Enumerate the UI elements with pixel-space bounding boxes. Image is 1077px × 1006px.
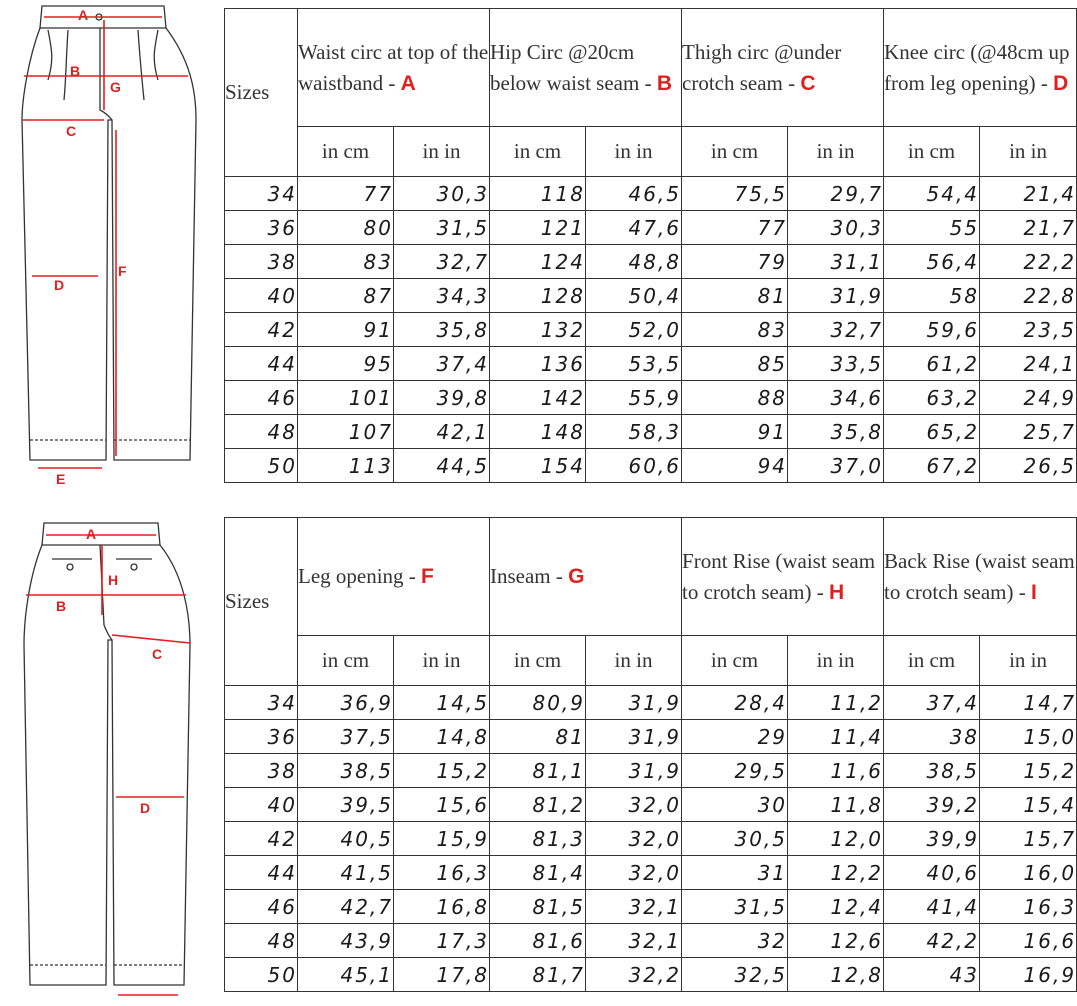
measurement-cell: 15,9 xyxy=(394,822,490,856)
size-cell: 40 xyxy=(225,788,298,822)
unit-header: in in xyxy=(980,636,1077,686)
measurement-cell: 16,0 xyxy=(980,856,1077,890)
measurement-cell: 42,7 xyxy=(298,890,394,924)
size-cell: 40 xyxy=(225,279,298,313)
measurement-cell: 61,2 xyxy=(884,347,980,381)
front-trouser-drawing xyxy=(8,0,208,490)
measurement-cell: 56,4 xyxy=(884,245,980,279)
hip-circ-header xyxy=(490,9,682,127)
measurement-cell: 55 xyxy=(884,211,980,245)
measurement-cell: 32,7 xyxy=(788,313,884,347)
measurement-cell: 50,4 xyxy=(586,279,682,313)
size-cell: 48 xyxy=(225,415,298,449)
measurement-cell: 31 xyxy=(682,856,788,890)
size-table-circumferences xyxy=(224,8,1077,483)
front-rise-header xyxy=(682,518,884,636)
table-row xyxy=(225,686,1077,720)
measurement-cell: 63,2 xyxy=(884,381,980,415)
measurement-cell: 30,5 xyxy=(682,822,788,856)
measurement-cell: 142 xyxy=(490,381,586,415)
hip-circ-label: Hip Circ @20cm below waist seam - xyxy=(490,39,657,95)
measurement-cell: 22,8 xyxy=(980,279,1077,313)
sketch-label-b-back: B xyxy=(56,598,67,614)
table-row xyxy=(225,890,1077,924)
measurement-cell: 55,9 xyxy=(586,381,682,415)
measurement-cell: 113 xyxy=(298,449,394,483)
measurement-cell: 42,1 xyxy=(394,415,490,449)
unit-header: in in xyxy=(394,636,490,686)
table-row xyxy=(225,958,1077,992)
inseam-label: Inseam - xyxy=(490,564,569,588)
measurement-cell: 94 xyxy=(682,449,788,483)
waist-circ-code: A xyxy=(400,71,416,95)
measurement-cell: 39,2 xyxy=(884,788,980,822)
measurement-cell: 154 xyxy=(490,449,586,483)
measurement-cell: 16,6 xyxy=(980,924,1077,958)
unit-header: in in xyxy=(394,127,490,177)
measurement-cell: 16,8 xyxy=(394,890,490,924)
measurement-cell: 30,3 xyxy=(394,177,490,211)
measurement-cell: 85 xyxy=(682,347,788,381)
measurement-cell: 24,9 xyxy=(980,381,1077,415)
table-row xyxy=(225,279,1077,313)
back-trouser-drawing xyxy=(8,515,208,1006)
measurement-cell: 29,5 xyxy=(682,754,788,788)
back-rise-header xyxy=(884,518,1077,636)
measurement-cell: 91 xyxy=(298,313,394,347)
sketch-label-a-back: A xyxy=(86,526,97,542)
measurement-cell: 35,8 xyxy=(394,313,490,347)
measurement-cell: 40,6 xyxy=(884,856,980,890)
size-cell: 46 xyxy=(225,381,298,415)
table-row xyxy=(225,177,1077,211)
measurement-cell: 32,5 xyxy=(682,958,788,992)
size-cell: 38 xyxy=(225,245,298,279)
measurement-cell: 14,8 xyxy=(394,720,490,754)
table-row xyxy=(225,211,1077,245)
sizes-header: Sizes xyxy=(225,9,298,177)
measurement-cell: 101 xyxy=(298,381,394,415)
measurement-cell: 47,6 xyxy=(586,211,682,245)
measurement-cell: 23,5 xyxy=(980,313,1077,347)
front-rise-label: Front Rise (waist seam to crotch seam) - xyxy=(682,548,876,604)
measurement-cell: 25,7 xyxy=(980,415,1077,449)
measurement-cell: 32,0 xyxy=(586,788,682,822)
table-row xyxy=(225,924,1077,958)
measurement-cell: 136 xyxy=(490,347,586,381)
table-row xyxy=(225,313,1077,347)
measurement-cell: 22,2 xyxy=(980,245,1077,279)
sketch-label-a-front: A xyxy=(78,7,89,23)
measurement-cell: 31,9 xyxy=(586,720,682,754)
table-row xyxy=(225,822,1077,856)
table-row xyxy=(225,347,1077,381)
measurement-cell: 34,3 xyxy=(394,279,490,313)
measurement-cell: 128 xyxy=(490,279,586,313)
measurement-cell: 81,2 xyxy=(490,788,586,822)
measurement-cell: 12,0 xyxy=(788,822,884,856)
measurement-cell: 58,3 xyxy=(586,415,682,449)
measurement-cell: 32,2 xyxy=(586,958,682,992)
measurement-cell: 46,5 xyxy=(586,177,682,211)
measurement-cell: 32,1 xyxy=(586,890,682,924)
measurement-cell: 52,0 xyxy=(586,313,682,347)
measurement-cell: 29 xyxy=(682,720,788,754)
measurement-cell: 29,7 xyxy=(788,177,884,211)
measurement-cell: 132 xyxy=(490,313,586,347)
measurement-cell: 88 xyxy=(682,381,788,415)
measurement-cell: 16,3 xyxy=(394,856,490,890)
measurement-cell: 15,2 xyxy=(980,754,1077,788)
measurement-cell: 16,3 xyxy=(980,890,1077,924)
measurement-cell: 14,7 xyxy=(980,686,1077,720)
measurement-cell: 107 xyxy=(298,415,394,449)
measurement-cell: 32,1 xyxy=(586,924,682,958)
unit-header: in cm xyxy=(682,636,788,686)
measurement-cell: 77 xyxy=(682,211,788,245)
measurement-cell: 148 xyxy=(490,415,586,449)
measurement-cell: 67,2 xyxy=(884,449,980,483)
measurement-cell: 95 xyxy=(298,347,394,381)
size-cell: 36 xyxy=(225,211,298,245)
waist-circ-label: Waist circ at top of the waistband - xyxy=(298,39,489,95)
measurement-cell: 41,5 xyxy=(298,856,394,890)
size-cell: 38 xyxy=(225,754,298,788)
measurement-cell: 118 xyxy=(490,177,586,211)
unit-header: in in xyxy=(586,636,682,686)
sketch-label-f-front: F xyxy=(118,263,127,279)
measurement-cell: 39,8 xyxy=(394,381,490,415)
leg-opening-header xyxy=(298,518,490,636)
size-cell: 50 xyxy=(225,958,298,992)
measurement-cell: 44,5 xyxy=(394,449,490,483)
thigh-circ-header xyxy=(682,9,884,127)
leg-opening-label: Leg opening - xyxy=(298,564,422,588)
front-rise-code: H xyxy=(828,580,845,604)
unit-header: in cm xyxy=(682,127,788,177)
size-cell: 50 xyxy=(225,449,298,483)
measurement-cell: 65,2 xyxy=(884,415,980,449)
table-row xyxy=(225,381,1077,415)
table-row xyxy=(225,720,1077,754)
table1-body xyxy=(225,177,1077,483)
sketch-label-d-back: D xyxy=(140,800,151,816)
measurement-cell: 11,6 xyxy=(788,754,884,788)
measurement-cell: 11,8 xyxy=(788,788,884,822)
measurement-cell: 12,6 xyxy=(788,924,884,958)
front-trouser-sketch xyxy=(8,0,208,490)
measurement-cell: 80,9 xyxy=(490,686,586,720)
table-row xyxy=(225,449,1077,483)
measurement-cell: 124 xyxy=(490,245,586,279)
table-row xyxy=(225,788,1077,822)
measurement-cell: 31,5 xyxy=(394,211,490,245)
measurement-cell: 83 xyxy=(298,245,394,279)
sketch-label-e-front: E xyxy=(56,471,66,487)
measurement-cell: 17,8 xyxy=(394,958,490,992)
unit-header: in cm xyxy=(884,127,980,177)
measurement-cell: 11,2 xyxy=(788,686,884,720)
measurement-cell: 24,1 xyxy=(980,347,1077,381)
unit-header: in cm xyxy=(884,636,980,686)
sketch-label-d-front: D xyxy=(54,277,65,293)
measurement-cell: 81 xyxy=(682,279,788,313)
table-row xyxy=(225,856,1077,890)
measurement-cell: 15,6 xyxy=(394,788,490,822)
sketch-label-h-back: H xyxy=(108,572,119,588)
size-cell: 36 xyxy=(225,720,298,754)
size-cell: 34 xyxy=(225,177,298,211)
measurement-cell: 37,4 xyxy=(394,347,490,381)
measurement-cell: 31,9 xyxy=(788,279,884,313)
measurement-cell: 31,9 xyxy=(586,754,682,788)
measurement-cell: 21,4 xyxy=(980,177,1077,211)
measurement-cell: 81,6 xyxy=(490,924,586,958)
unit-header: in cm xyxy=(298,636,394,686)
measurement-cell: 15,7 xyxy=(980,822,1077,856)
unit-header: in in xyxy=(788,127,884,177)
waist-circ-header xyxy=(298,9,490,127)
measurement-cell: 35,8 xyxy=(788,415,884,449)
measurement-cell: 58 xyxy=(884,279,980,313)
measurement-cell: 14,5 xyxy=(394,686,490,720)
unit-header: in cm xyxy=(298,127,394,177)
inseam-header xyxy=(490,518,682,636)
measurement-cell: 15,0 xyxy=(980,720,1077,754)
back-trouser-sketch xyxy=(8,515,208,1006)
measurement-cell: 31,1 xyxy=(788,245,884,279)
size-cell: 42 xyxy=(225,313,298,347)
unit-header: in in xyxy=(788,636,884,686)
measurement-cell: 36,9 xyxy=(298,686,394,720)
table-row xyxy=(225,754,1077,788)
measurement-cell: 81,3 xyxy=(490,822,586,856)
measurement-cell: 81,1 xyxy=(490,754,586,788)
measurement-cell: 12,8 xyxy=(788,958,884,992)
unit-header: in in xyxy=(586,127,682,177)
measurement-cell: 30,3 xyxy=(788,211,884,245)
measurement-cell: 26,5 xyxy=(980,449,1077,483)
measurement-cell: 81 xyxy=(490,720,586,754)
measurement-cell: 39,5 xyxy=(298,788,394,822)
leg-opening-code: F xyxy=(421,565,434,588)
size-cell: 44 xyxy=(225,347,298,381)
knee-circ-header xyxy=(884,9,1077,127)
measurement-cell: 54,4 xyxy=(884,177,980,211)
measurement-cell: 121 xyxy=(490,211,586,245)
measurement-cell: 87 xyxy=(298,279,394,313)
measurement-cell: 15,4 xyxy=(980,788,1077,822)
size-cell: 46 xyxy=(225,890,298,924)
table-row xyxy=(225,245,1077,279)
measurement-cell: 81,5 xyxy=(490,890,586,924)
measurement-cell: 15,2 xyxy=(394,754,490,788)
knee-circ-code: D xyxy=(1053,71,1069,95)
sketch-label-g-front: G xyxy=(110,79,121,95)
thigh-circ-label: Thigh circ @under crotch seam - xyxy=(682,39,842,95)
sizes-header: Sizes xyxy=(225,518,298,686)
size-cell: 48 xyxy=(225,924,298,958)
knee-circ-label: Knee circ (@48cm up from leg opening) - xyxy=(884,39,1070,95)
measurement-cell: 16,9 xyxy=(980,958,1077,992)
sketch-label-c-back: C xyxy=(152,646,163,662)
size-cell: 34 xyxy=(225,686,298,720)
measurement-cell: 75,5 xyxy=(682,177,788,211)
measurement-cell: 41,4 xyxy=(884,890,980,924)
measurement-cell: 32,0 xyxy=(586,856,682,890)
measurement-cell: 37,5 xyxy=(298,720,394,754)
measurement-cell: 28,4 xyxy=(682,686,788,720)
unit-header: in cm xyxy=(490,636,586,686)
measurement-cell: 30 xyxy=(682,788,788,822)
measurement-cell: 34,6 xyxy=(788,381,884,415)
sketch-label-b-front: B xyxy=(70,63,81,79)
measurement-cell: 11,4 xyxy=(788,720,884,754)
measurement-cell: 91 xyxy=(682,415,788,449)
measurement-cell: 12,4 xyxy=(788,890,884,924)
size-cell: 42 xyxy=(225,822,298,856)
hip-circ-code: B xyxy=(656,71,672,95)
measurement-cell: 77 xyxy=(298,177,394,211)
measurement-cell: 39,9 xyxy=(884,822,980,856)
size-cell: 44 xyxy=(225,856,298,890)
measurement-cell: 79 xyxy=(682,245,788,279)
measurement-cell: 17,3 xyxy=(394,924,490,958)
unit-header: in cm xyxy=(490,127,586,177)
measurement-cell: 60,6 xyxy=(586,449,682,483)
inseam-code: G xyxy=(568,565,585,588)
measurement-cell: 21,7 xyxy=(980,211,1077,245)
back-rise-label: Back Rise (waist seam to crotch seam) - xyxy=(884,548,1075,604)
size-table-lengths xyxy=(224,517,1077,992)
measurement-cell: 59,6 xyxy=(884,313,980,347)
measurement-cell: 38 xyxy=(884,720,980,754)
measurement-cell: 31,5 xyxy=(682,890,788,924)
measurement-cell: 32,0 xyxy=(586,822,682,856)
measurement-cell: 37,4 xyxy=(884,686,980,720)
table-row xyxy=(225,415,1077,449)
measurement-cell: 81,7 xyxy=(490,958,586,992)
back-rise-code: I xyxy=(1030,580,1037,604)
measurement-cell: 42,2 xyxy=(884,924,980,958)
table2-body xyxy=(225,686,1077,992)
measurement-cell: 31,9 xyxy=(586,686,682,720)
measurement-cell: 48,8 xyxy=(586,245,682,279)
measurement-cell: 32 xyxy=(682,924,788,958)
measurement-cell: 43 xyxy=(884,958,980,992)
measurement-cell: 43,9 xyxy=(298,924,394,958)
unit-header: in in xyxy=(980,127,1077,177)
measurement-cell: 80 xyxy=(298,211,394,245)
measurement-cell: 38,5 xyxy=(298,754,394,788)
measurement-cell: 37,0 xyxy=(788,449,884,483)
measurement-cell: 33,5 xyxy=(788,347,884,381)
measurement-cell: 45,1 xyxy=(298,958,394,992)
measurement-cell: 83 xyxy=(682,313,788,347)
measurement-cell: 53,5 xyxy=(586,347,682,381)
measurement-cell: 40,5 xyxy=(298,822,394,856)
measurement-cell: 32,7 xyxy=(394,245,490,279)
sketch-label-c-front: C xyxy=(66,123,77,139)
thigh-circ-code: C xyxy=(800,71,816,95)
measurement-cell: 12,2 xyxy=(788,856,884,890)
measurement-cell: 38,5 xyxy=(884,754,980,788)
measurement-cell: 81,4 xyxy=(490,856,586,890)
